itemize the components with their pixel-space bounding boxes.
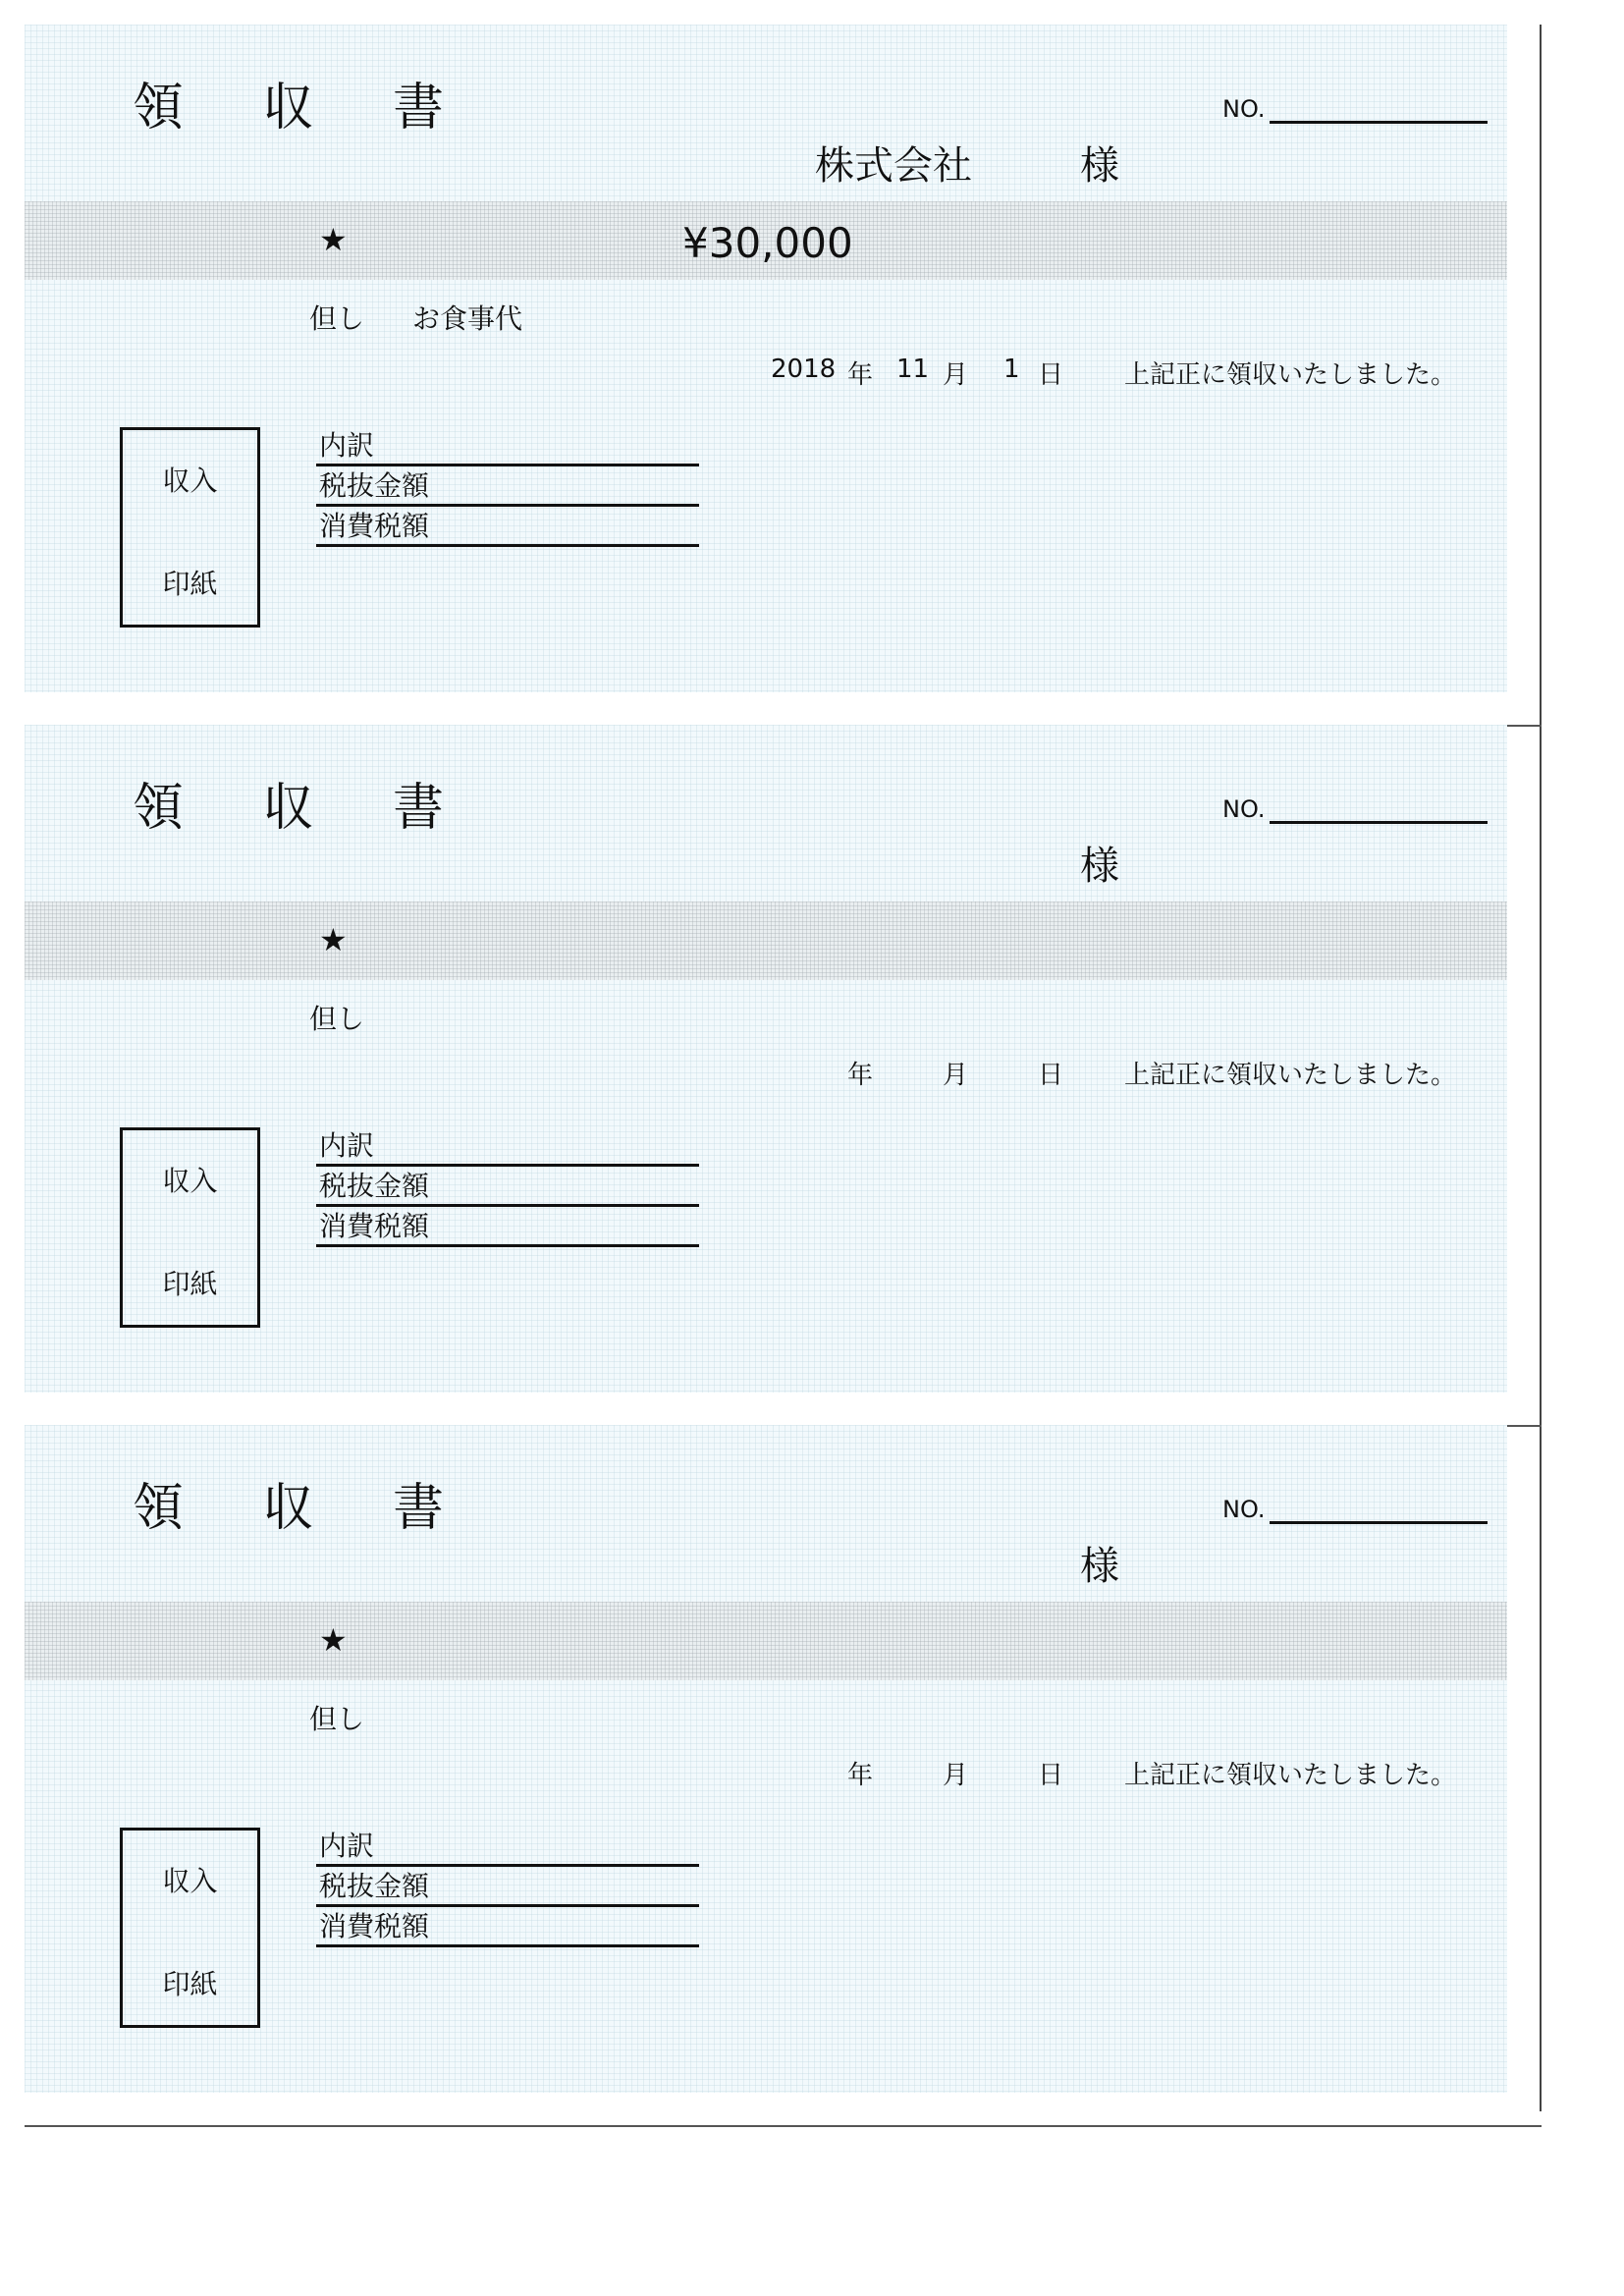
amount-band — [25, 902, 1507, 980]
breakdown-row — [316, 1168, 699, 1207]
stamp-label-top: 収入 — [162, 1865, 218, 1897]
stamp-label-bottom: 印紙 — [162, 1968, 218, 2000]
stamp-label-bottom: 印紙 — [162, 1268, 218, 1300]
date-day-unit: 日 — [1038, 360, 1064, 390]
receipt-3 — [25, 1425, 1542, 2127]
receipt-number-label: NO. — [1222, 795, 1266, 823]
receipt-title: 領 収 書 — [133, 1479, 476, 1538]
date-month[interactable]: 11 — [896, 355, 930, 384]
amount-band — [25, 1602, 1507, 1680]
date-month-unit: 月 — [943, 360, 969, 390]
breakdown-label: 内訳 — [319, 1129, 375, 1162]
receipt-1 — [25, 25, 1542, 727]
receipt-2 — [25, 725, 1542, 1427]
breakdown-row — [316, 1828, 699, 1867]
purpose-label: 但し — [309, 1003, 365, 1035]
breakdown-label: 税抜金額 — [319, 469, 430, 502]
receipt-title: 領 収 書 — [133, 79, 476, 137]
stamp-label-bottom: 印紙 — [162, 568, 218, 600]
received-statement: 上記正に領収いたしました。 — [1124, 1761, 1457, 1790]
revenue-stamp-box — [120, 427, 260, 628]
purpose-value[interactable]: お食事代 — [412, 302, 523, 335]
star-mark: ★ — [319, 221, 348, 258]
breakdown-row — [316, 508, 699, 547]
receipt-number-label: NO. — [1222, 1496, 1266, 1523]
breakdown-label: 税抜金額 — [319, 1170, 430, 1202]
recipient-honorific: 様 — [1080, 143, 1119, 189]
revenue-stamp-box — [120, 1828, 260, 2028]
date-year-unit: 年 — [847, 1761, 874, 1790]
breakdown-label: 内訳 — [319, 429, 375, 462]
receipt-number-field[interactable] — [1270, 121, 1488, 124]
recipient-honorific: 様 — [1080, 1544, 1119, 1589]
receipt-number-field[interactable] — [1270, 1521, 1488, 1524]
date-day-unit: 日 — [1038, 1061, 1064, 1090]
date-year-unit: 年 — [847, 1061, 874, 1090]
breakdown-row — [316, 427, 699, 466]
receipt-number-field[interactable] — [1270, 821, 1488, 824]
recipient-company[interactable]: 株式会社 — [815, 143, 972, 189]
stamp-label-top: 収入 — [162, 465, 218, 497]
stamp-label-top: 収入 — [162, 1165, 218, 1197]
received-statement: 上記正に領収いたしました。 — [1124, 360, 1457, 390]
breakdown-row — [316, 467, 699, 507]
star-mark: ★ — [319, 921, 348, 958]
date-month-unit: 月 — [943, 1761, 969, 1790]
revenue-stamp-box — [120, 1127, 260, 1328]
date-month-unit: 月 — [943, 1061, 969, 1090]
recipient-honorific: 様 — [1080, 844, 1119, 889]
breakdown-row — [316, 1908, 699, 1947]
breakdown-label: 消費税額 — [319, 510, 430, 542]
date-day-unit: 日 — [1038, 1761, 1064, 1790]
receipt-title: 領 収 書 — [133, 779, 476, 838]
purpose-label: 但し — [309, 302, 365, 335]
breakdown-label: 内訳 — [319, 1830, 375, 1862]
star-mark: ★ — [319, 1621, 348, 1659]
purpose-label: 但し — [309, 1703, 365, 1735]
date-year-unit: 年 — [847, 360, 874, 390]
amount-value[interactable]: ¥30,000 — [682, 219, 853, 267]
received-statement: 上記正に領収いたしました。 — [1124, 1061, 1457, 1090]
breakdown-label: 消費税額 — [319, 1210, 430, 1242]
breakdown-row — [316, 1868, 699, 1907]
date-day[interactable]: 1 — [1003, 355, 1020, 384]
breakdown-row — [316, 1208, 699, 1247]
breakdown-label: 消費税額 — [319, 1910, 430, 1942]
receipt-number-label: NO. — [1222, 95, 1266, 123]
breakdown-label: 税抜金額 — [319, 1870, 430, 1902]
breakdown-row — [316, 1127, 699, 1167]
date-year[interactable]: 2018 — [771, 355, 837, 384]
